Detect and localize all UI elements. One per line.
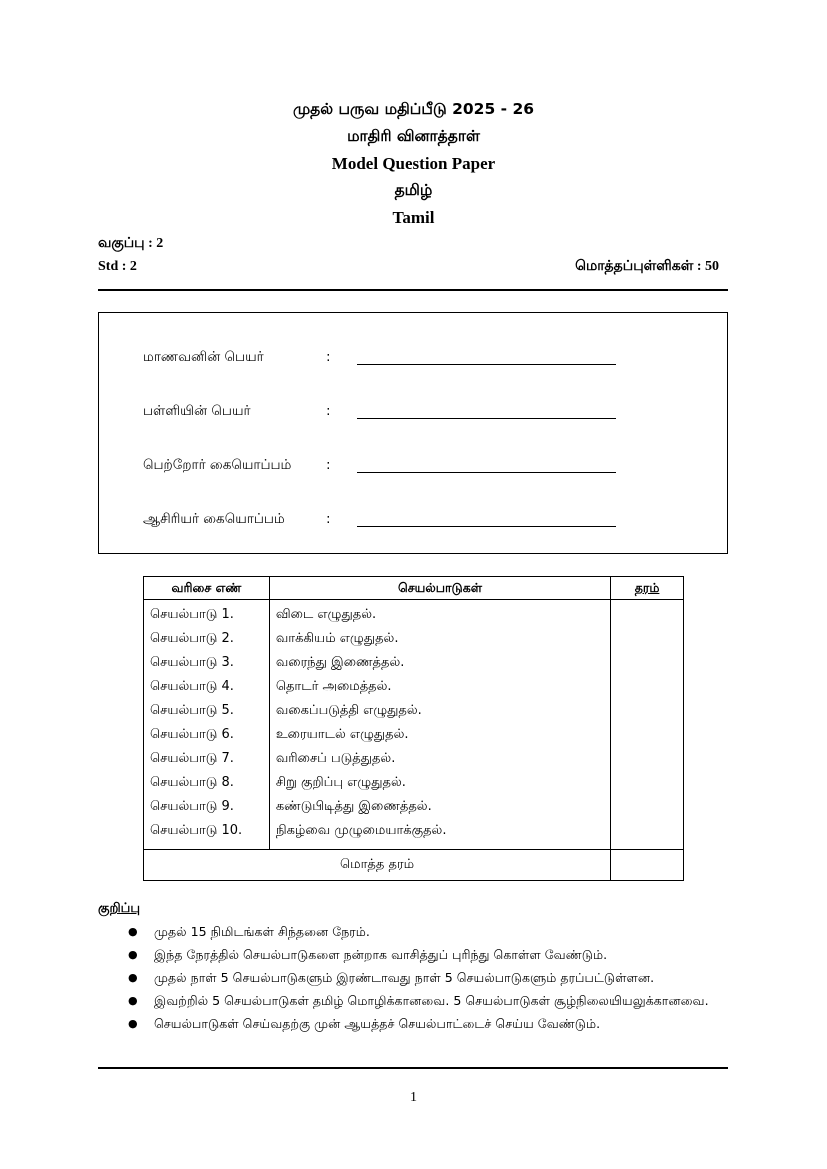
activity-number: செயல்பாடு 1. [144, 600, 270, 628]
activity-name: வரைந்து இணைத்தல். [269, 651, 610, 675]
field-colon: : [326, 457, 331, 473]
list-item: ● முதல் நாள் 5 செயல்பாடுகளும் இரண்டாவது நாள் 5 செயல்பாடுகளும் தரப்பட்டுள்ளன. [124, 966, 728, 989]
activity-number: செயல்பாடு 10. [144, 819, 270, 850]
grade-cell[interactable] [611, 747, 684, 771]
grade-cell[interactable] [611, 627, 684, 651]
bottom-rule [98, 1067, 728, 1069]
page-number: 1 [410, 1090, 417, 1105]
field-label: பள்ளியின் பெயர் [143, 403, 251, 419]
subject-english: Tamil [392, 208, 435, 227]
list-item: ● முதல் 15 நிமிடங்கள் சிந்தனை நேரம். [124, 920, 728, 943]
activity-number: செயல்பாடு 7. [144, 747, 270, 771]
student-info-box [98, 312, 728, 554]
total-marks-label: மொத்தப்புள்ளிகள் : 50 [575, 259, 719, 274]
top-rule [98, 289, 728, 291]
table-row [144, 651, 684, 675]
field-parent-signature [143, 457, 663, 477]
subject-tamil: தமிழ் [394, 181, 433, 199]
parent-signature-blank[interactable] [357, 472, 616, 473]
header-grade: தரம் [611, 577, 684, 600]
document-header [0, 96, 827, 231]
activity-number: செயல்பாடு 6. [144, 723, 270, 747]
activity-number: செயல்பாடு 4. [144, 675, 270, 699]
activity-name: வாக்கியம் எழுதுதல். [269, 627, 610, 651]
student-name-blank[interactable] [357, 364, 616, 365]
list-item: ● செயல்பாடுகள் செய்வதற்கு முன் ஆயத்தச் செயல்பாட்டைச் செய்ய வேண்டும். [124, 1012, 728, 1035]
activity-name: கண்டுபிடித்து இணைத்தல். [269, 795, 610, 819]
activity-name: சிறு குறிப்பு எழுதுதல். [269, 771, 610, 795]
grade-cell[interactable] [611, 699, 684, 723]
activity-number: செயல்பாடு 3. [144, 651, 270, 675]
activity-number: செயல்பாடு 9. [144, 795, 270, 819]
exam-title: முதல் பருவ மதிப்பீடு 2025 - 26 [292, 100, 535, 118]
field-label: பெற்றோர் கையொப்பம் [143, 457, 292, 473]
field-teacher-signature [143, 511, 663, 531]
table-row [144, 675, 684, 699]
table-row [144, 795, 684, 819]
activity-name: வரிசைப் படுத்துதல். [269, 747, 610, 771]
notes-list [124, 920, 728, 1035]
activity-number: செயல்பாடு 2. [144, 627, 270, 651]
activity-name: விடை எழுதுதல். [269, 600, 610, 628]
field-colon: : [326, 511, 331, 527]
field-label: ஆசிரியர் கையொப்பம் [143, 511, 285, 527]
list-item: ● இந்த நேரத்தில் செயல்பாடுகளை நன்றாக வாசித்துப் புரிந்து கொள்ள வேண்டும். [124, 943, 728, 966]
table-row [144, 747, 684, 771]
activity-name: வகைப்படுத்தி எழுதுதல். [269, 699, 610, 723]
header-activities: செயல்பாடுகள் [269, 577, 610, 600]
teacher-signature-blank[interactable] [357, 526, 616, 527]
grade-cell[interactable] [611, 771, 684, 795]
class-label-tamil: வகுப்பு : 2 [98, 236, 164, 251]
activity-name: தொடர் அமைத்தல். [269, 675, 610, 699]
list-item: ● இவற்றில் 5 செயல்பாடுகள் தமிழ் மொழிக்கானவை. 5 செயல்பாடுகள் சூழ்நிலையியலுக்கானவை. [124, 989, 728, 1012]
activities-table [143, 576, 684, 881]
field-colon: : [326, 349, 331, 365]
activity-name: நிகழ்வை முழுமையாக்குதல். [269, 819, 610, 850]
std-label: Std : 2 [98, 259, 137, 274]
table-row [144, 723, 684, 747]
activity-number: செயல்பாடு 5. [144, 699, 270, 723]
grade-cell[interactable] [611, 675, 684, 699]
table-row [144, 819, 684, 850]
school-name-blank[interactable] [357, 418, 616, 419]
table-row [144, 771, 684, 795]
field-label: மாணவனின் பெயர் [143, 349, 264, 365]
grade-cell[interactable] [611, 795, 684, 819]
total-grade-label: மொத்த தரம் [144, 850, 611, 881]
table-row [144, 627, 684, 651]
grade-cell[interactable] [611, 723, 684, 747]
grade-cell[interactable] [611, 600, 684, 628]
paper-title-english: Model Question Paper [331, 154, 496, 173]
notes-title: குறிப்பு [98, 901, 141, 916]
table-header-row [144, 577, 684, 600]
paper-title-tamil: மாதிரி வினாத்தாள் [347, 127, 480, 145]
field-student-name [143, 349, 663, 369]
header-serial-no: வரிசை எண் [144, 577, 270, 600]
total-row [144, 850, 684, 881]
activity-name: உரையாடல் எழுதுதல். [269, 723, 610, 747]
field-school-name [143, 403, 663, 423]
field-colon: : [326, 403, 331, 419]
grade-cell[interactable] [611, 819, 684, 850]
grade-cell[interactable] [611, 651, 684, 675]
total-grade-cell[interactable] [611, 850, 684, 881]
activity-number: செயல்பாடு 8. [144, 771, 270, 795]
table-row [144, 600, 684, 628]
table-row [144, 699, 684, 723]
